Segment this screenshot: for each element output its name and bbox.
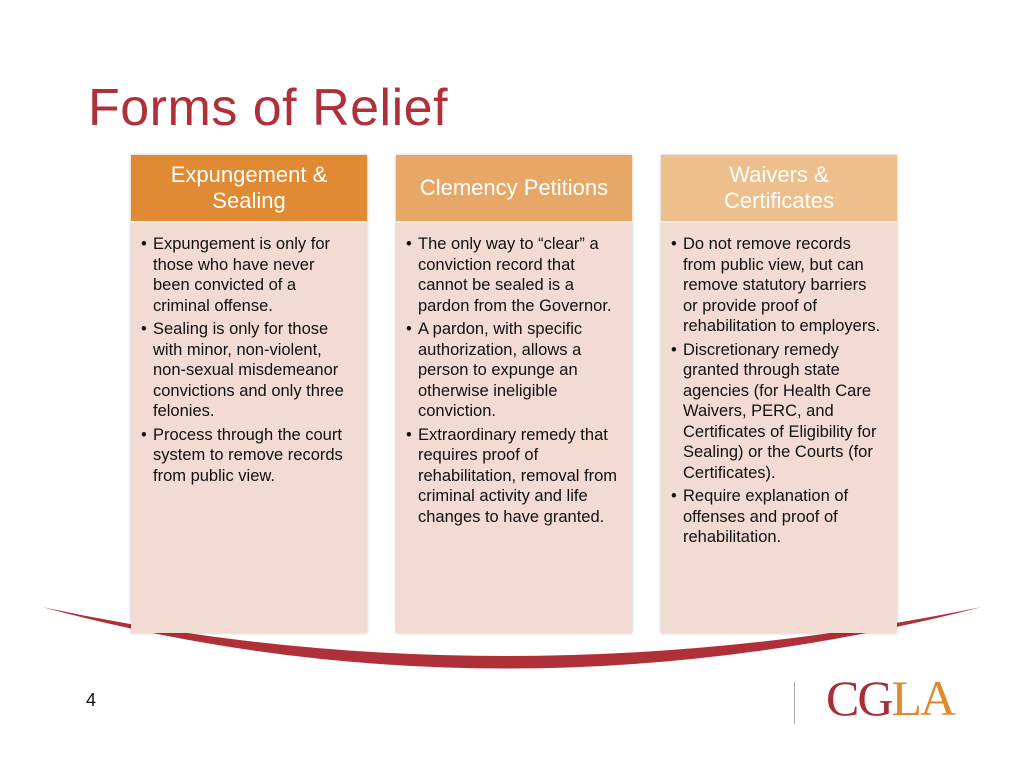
- slide-title: Forms of Relief: [88, 79, 449, 137]
- bullet-item: • Require explanation of offenses and proof of rehabilitation.: [671, 486, 885, 548]
- logo-divider: [794, 682, 795, 724]
- bullet-item: • Do not remove records from public view, but can remove statutory barriers or provide proof of rehabilitation to employers.: [671, 234, 885, 337]
- column-body: [131, 223, 367, 486]
- column-body: [396, 223, 632, 527]
- cgla-logo: [826, 668, 954, 728]
- bullet-item: • Process through the court system to remove records from public view.: [141, 425, 355, 487]
- page-number: 4: [86, 690, 97, 710]
- logo-part: C: [826, 670, 858, 726]
- bullet-item: • Expungement is only for those who have never been convicted of a criminal offense.: [141, 234, 355, 316]
- column-header: Expungement & Sealing: [131, 155, 367, 223]
- bullet-item: • Discretionary remedy granted through state agencies (for Health Care Waivers, PERC, and Certificates of Eligibility for Sealing) or the Courts (for Certificates).: [671, 340, 885, 484]
- bullet-item: • The only way to “clear” a conviction record that cannot be sealed is a pardon from the Governor.: [406, 234, 620, 316]
- column-waivers-certificates: [661, 155, 897, 633]
- column-expungement-sealing: [131, 155, 367, 633]
- bullet-item: • A pardon, with specific authorization, allows a person to expunge an otherwise ineligible conviction.: [406, 319, 620, 422]
- column-clemency-petitions: [396, 155, 632, 633]
- bullet-item: • Extraordinary remedy that requires proof of rehabilitation, removal from criminal activity and life changes to have granted.: [406, 425, 620, 528]
- logo-part: LA: [891, 670, 955, 726]
- logo-part: G: [857, 670, 892, 726]
- bullet-item: • Sealing is only for those with minor, non-violent, non-sexual misdemeanor convictions and only three felonies.: [141, 319, 355, 422]
- column-header: Clemency Petitions: [396, 155, 632, 223]
- column-header: Waivers & Certificates: [661, 155, 897, 223]
- column-body: [661, 223, 897, 548]
